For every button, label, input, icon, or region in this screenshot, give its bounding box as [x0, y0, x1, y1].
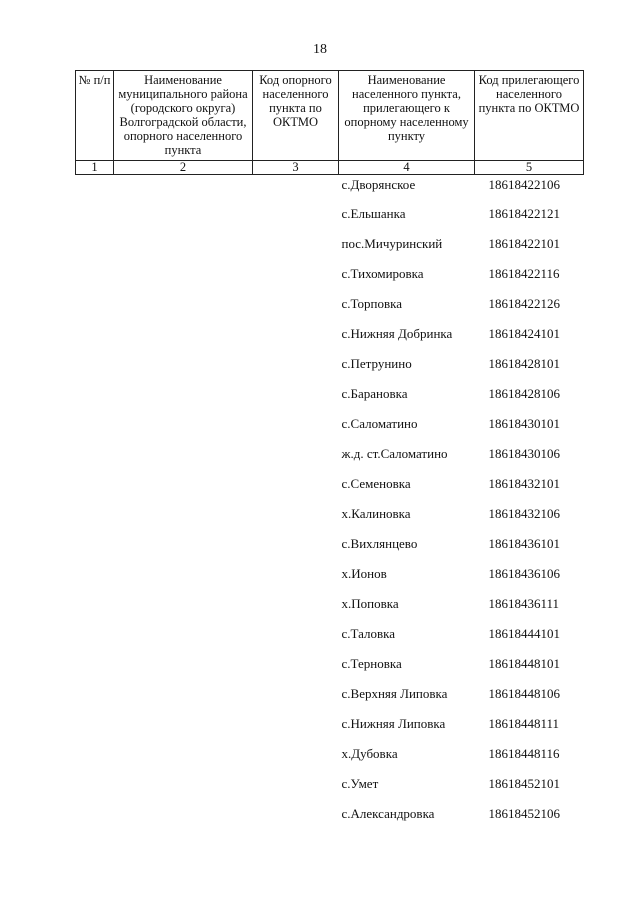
table-body	[76, 175, 584, 830]
table-row	[76, 289, 584, 319]
empty-cell	[114, 199, 253, 229]
empty-cell	[114, 529, 253, 559]
column-number-row	[76, 161, 584, 175]
empty-cell	[253, 529, 339, 559]
adjacent-settlement-name: с.Петрунино	[341, 356, 412, 371]
adjacent-settlement-name: с.Нижняя Липовка	[341, 716, 446, 731]
adjacent-settlement-name: с.Нижняя Добринка	[341, 326, 453, 341]
empty-cell	[114, 679, 253, 709]
empty-cell	[253, 229, 339, 259]
empty-cell	[76, 619, 114, 649]
table-row	[76, 349, 584, 379]
column-number: 2	[114, 161, 253, 175]
empty-cell	[114, 649, 253, 679]
empty-cell	[253, 709, 339, 739]
empty-cell	[76, 499, 114, 529]
empty-cell	[114, 739, 253, 769]
empty-cell	[114, 259, 253, 289]
empty-cell	[76, 175, 114, 200]
adjacent-settlement-code: 18618436111	[488, 596, 560, 611]
table-row	[76, 769, 584, 799]
empty-cell	[114, 319, 253, 349]
adjacent-settlement-code: 18618436106	[488, 566, 560, 581]
empty-cell	[114, 229, 253, 259]
empty-cell	[114, 379, 253, 409]
table-row	[76, 679, 584, 709]
header-index: № п/п	[76, 71, 114, 161]
empty-cell	[253, 679, 339, 709]
empty-cell	[114, 619, 253, 649]
adjacent-settlement-code: 18618448101	[488, 656, 560, 671]
empty-cell	[76, 349, 114, 379]
empty-cell	[253, 175, 339, 200]
empty-cell	[76, 199, 114, 229]
empty-cell	[76, 319, 114, 349]
empty-cell	[114, 709, 253, 739]
column-number: 5	[475, 161, 584, 175]
adjacent-settlement-name: с.Торповка	[341, 296, 402, 311]
empty-cell	[76, 439, 114, 469]
table-row	[76, 259, 584, 289]
adjacent-settlement-name: с.Саломатино	[341, 416, 418, 431]
adjacent-settlement-name: с.Александровка	[341, 806, 435, 821]
empty-cell	[253, 439, 339, 469]
empty-cell	[76, 259, 114, 289]
empty-cell	[76, 649, 114, 679]
empty-cell	[76, 559, 114, 589]
adjacent-settlement-code: 18618436101	[488, 536, 560, 551]
table-row	[76, 319, 584, 349]
adjacent-settlement-code: 18618448111	[488, 716, 560, 731]
empty-cell	[253, 499, 339, 529]
empty-cell	[76, 469, 114, 499]
adjacent-settlement-name: ж.д. ст.Саломатино	[341, 446, 448, 461]
table-row	[76, 469, 584, 499]
empty-cell	[114, 799, 253, 829]
empty-cell	[114, 409, 253, 439]
empty-cell	[114, 439, 253, 469]
adjacent-settlement-code: 18618430106	[488, 446, 560, 461]
empty-cell	[76, 529, 114, 559]
table-row	[76, 175, 584, 200]
empty-cell	[253, 649, 339, 679]
adjacent-settlement-code: 18618428101	[488, 356, 560, 371]
adjacent-settlement-code: 18618448106	[488, 686, 560, 701]
adjacent-settlement-name: с.Дворянское	[341, 177, 416, 192]
header-hub-code: Код опорного населенного пункта по ОКТМО	[253, 71, 339, 161]
header-district-name: Наименование муниципального района (городского округа) Волгоградской области, опорного населенного пункта	[114, 71, 253, 161]
adjacent-settlement-code: 18618428106	[488, 386, 560, 401]
column-number: 1	[76, 161, 114, 175]
empty-cell	[253, 769, 339, 799]
table-row	[76, 799, 584, 829]
adjacent-settlement-code: 18618452106	[488, 806, 560, 821]
header-row	[76, 71, 584, 161]
adjacent-settlement-code: 18618422116	[488, 266, 560, 281]
empty-cell	[253, 289, 339, 319]
settlements-table	[75, 70, 584, 829]
empty-cell	[76, 709, 114, 739]
adjacent-settlement-code: 18618452101	[488, 776, 560, 791]
adjacent-settlement-name: с.Вихлянцево	[341, 536, 418, 551]
table-row	[76, 619, 584, 649]
empty-cell	[76, 769, 114, 799]
empty-cell	[114, 289, 253, 319]
column-number: 4	[339, 161, 475, 175]
adjacent-settlement-name: с.Ельшанка	[341, 206, 406, 221]
adjacent-settlement-name: с.Терновка	[341, 656, 402, 671]
table-row	[76, 649, 584, 679]
empty-cell	[253, 619, 339, 649]
adjacent-settlement-name: с.Тихомировка	[341, 266, 424, 281]
empty-cell	[76, 379, 114, 409]
adjacent-settlement-name: с.Таловка	[341, 626, 396, 641]
empty-cell	[114, 175, 253, 200]
empty-cell	[253, 379, 339, 409]
empty-cell	[114, 559, 253, 589]
empty-cell	[76, 739, 114, 769]
empty-cell	[76, 229, 114, 259]
adjacent-settlement-name: х.Калиновка	[341, 506, 411, 521]
empty-cell	[253, 559, 339, 589]
table-row	[76, 529, 584, 559]
empty-cell	[253, 799, 339, 829]
adjacent-settlement-name: х.Ионов	[341, 566, 387, 581]
table-row	[76, 739, 584, 769]
adjacent-settlement-name: х.Поповка	[341, 596, 399, 611]
adjacent-settlement-name: х.Дубовка	[341, 746, 398, 761]
table-row	[76, 229, 584, 259]
empty-cell	[76, 589, 114, 619]
header-adjacent-code: Код прилегающего населенного пункта по ОКТМО	[475, 71, 584, 161]
empty-cell	[253, 409, 339, 439]
empty-cell	[253, 739, 339, 769]
adjacent-settlement-name: с.Умет	[341, 776, 379, 791]
adjacent-settlement-code: 18618444101	[488, 626, 560, 641]
empty-cell	[114, 499, 253, 529]
table-row	[76, 439, 584, 469]
table-row	[76, 589, 584, 619]
table-row	[76, 559, 584, 589]
adjacent-settlement-name: с.Верхняя Липовка	[341, 686, 448, 701]
page-number: 18	[313, 42, 327, 57]
adjacent-settlement-code: 18618422106	[488, 177, 560, 192]
adjacent-settlement-code: 18618430101	[488, 416, 560, 431]
empty-cell	[76, 289, 114, 319]
empty-cell	[114, 769, 253, 799]
empty-cell	[253, 469, 339, 499]
empty-cell	[76, 679, 114, 709]
adjacent-settlement-name: с.Семеновка	[341, 476, 411, 491]
column-number: 3	[253, 161, 339, 175]
header-adjacent-name: Наименование населенного пункта, прилегающего к опорному населенному пункту	[339, 71, 475, 161]
empty-cell	[253, 319, 339, 349]
empty-cell	[114, 589, 253, 619]
adjacent-settlement-code: 18618448116	[488, 746, 560, 761]
adjacent-settlement-code: 18618422121	[488, 206, 560, 221]
adjacent-settlement-code: 18618432106	[488, 506, 560, 521]
table-row	[76, 499, 584, 529]
empty-cell	[253, 349, 339, 379]
empty-cell	[253, 259, 339, 289]
adjacent-settlement-code: 18618422126	[488, 296, 560, 311]
adjacent-settlement-name: пос.Мичуринский	[341, 236, 443, 251]
empty-cell	[114, 469, 253, 499]
table-row	[76, 709, 584, 739]
table-row	[76, 409, 584, 439]
table-row	[76, 379, 584, 409]
adjacent-settlement-code: 18618422101	[488, 236, 560, 251]
adjacent-settlement-name: с.Барановка	[341, 386, 408, 401]
adjacent-settlement-code: 18618432101	[488, 476, 560, 491]
table-row	[76, 199, 584, 229]
empty-cell	[253, 589, 339, 619]
adjacent-settlement-code: 18618424101	[488, 326, 560, 341]
empty-cell	[253, 199, 339, 229]
empty-cell	[76, 799, 114, 829]
empty-cell	[114, 349, 253, 379]
empty-cell	[76, 409, 114, 439]
